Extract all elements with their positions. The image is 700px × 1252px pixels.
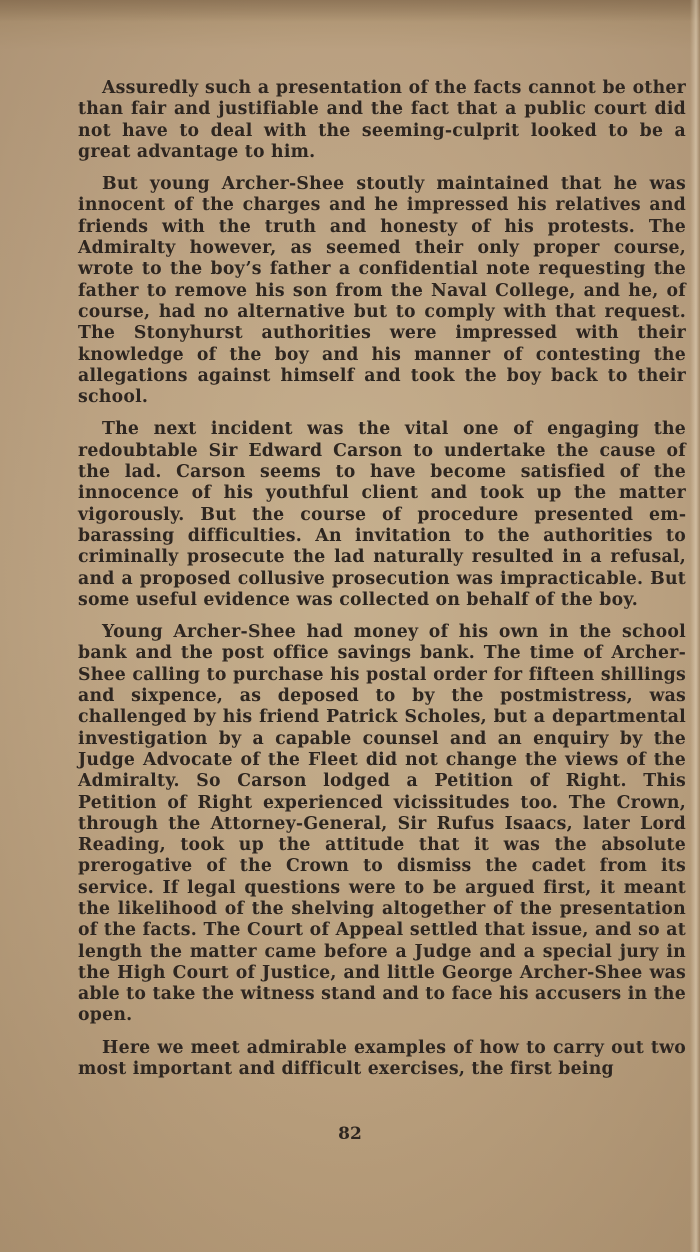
body-text — [78, 78, 686, 1091]
paragraph-1: Assuredly such a presentation of the facts cannot be other than fair and justifiable and the fact that a public court did not have to deal with the seeming-culprit looked to be a great advantage to him. — [78, 78, 686, 162]
page-number: 82 — [338, 1124, 362, 1144]
page-right-edge — [690, 0, 700, 1252]
paragraph-5: Here we meet admirable examples of how to carry out two most important and difficult exercises, the first being — [78, 1037, 686, 1080]
page-top-edge — [0, 0, 700, 22]
paragraph-4: Young Archer-Shee had money of his own in the school bank and the post office savings bank. The time of Archer-Shee calling to purchase his postal order for fifteen shillings and sixpence, as deposed to by the postmistress, was challenged by his friend Patrick Scholes, but a departmental investigation by a capable counsel and an enquiry by the Judge Advocate of the Fleet did not change the views of the Admiralty. So Carson lodged a Petition of Right. This Petition of Right experienced vicissitudes too. The Crown, through the Attorney-General, Sir Rufus Isaacs, later Lord Reading, took up the attitude that it was the absolute prerogative of the Crown to dismiss the cadet from its service. If legal questions were to be argued first, it meant the likelihood of the shelving altogether of the presentation of the facts. The Court of Appeal settled that issue, and so at length the matter came before a Judge and a special jury in the High Court of Justice, and little George Archer-Shee was able to take the witness stand and to face his accusers in the open. — [78, 622, 686, 1026]
paragraph-2: But young Archer-Shee stoutly maintained that he was innocent of the charges and he impressed his relatives and friends with the truth and honesty of his protests. The Admiralty however, as seemed their only proper course, wrote to the boy’s father a confidential note requesting the father to remove his son from the Naval College, and he, of course, had no alternative but to comply with that request. The Stonyhurst authorities were impressed with their knowledge of the boy and his manner of contesting the allegations against himself and took the boy back to their school. — [78, 174, 686, 408]
paragraph-3: The next incident was the vital one of engaging the redoubtable Sir Edward Carson to undertake the cause of the lad. Carson seems to have become satisfied of the innocence of his youthful client and took up the matter vigorously. But the course of procedure presented embarassing difficulties. An invitation to the authorities to criminally prosecute the lad naturally resulted in a refusal, and a proposed collusive prosecution was impracticable. But some useful evidence was collected on behalf of the boy. — [78, 419, 686, 610]
